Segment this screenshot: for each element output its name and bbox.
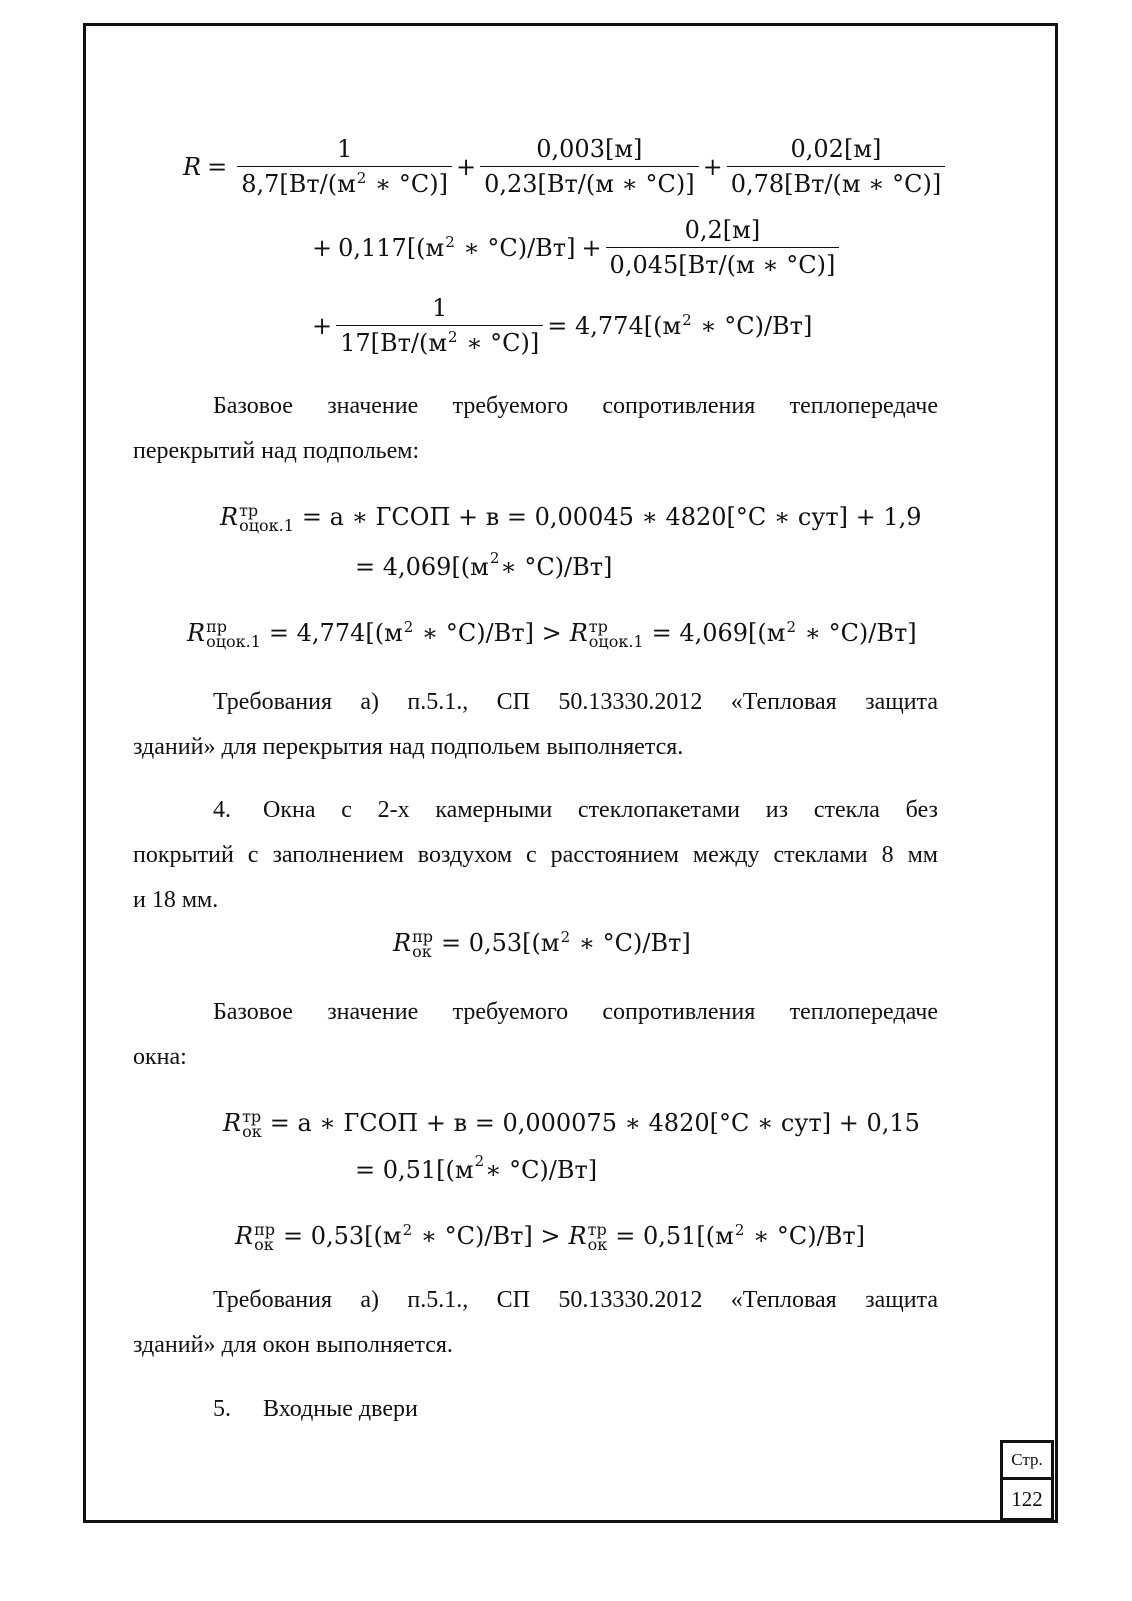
- formula-window-required-result: = 0,51[(м $^2$ ∗ °C)/Вт]: [355, 1152, 598, 1184]
- paragraph-base-value-floor: Базовое значение требуемого сопротивления теплопередаче перекрытий над подпольем:: [133, 393, 938, 464]
- term5-denominator: 0,045[Вт/(м ∗ °C)]: [606, 247, 840, 279]
- formula-window-comparison: R пр ок = $0,53[(м^2$ ∗ °C)/Вт] > R тр ок = $0,51[(м^2$ ∗ °C)/Вт]: [235, 1220, 866, 1254]
- formula-r-line3: [312, 294, 812, 357]
- plus-sign: +: [702, 152, 723, 181]
- page-label: Стр.: [1000, 1440, 1054, 1480]
- paragraph-base-value-window: Базовое значение требуемого сопротивления теплопередаче окна:: [133, 999, 938, 1070]
- paragraph-requirement-window: Требования а) п.5.1., СП 50.13330.2012 «Тепловая защита зданий» для окон выполняется.: [133, 1287, 938, 1358]
- plus-sign: +: [312, 311, 333, 340]
- equals-sign: =: [207, 152, 228, 181]
- fraction-term3: [727, 135, 946, 198]
- formula-floor-comparison: R пр оцок.1 = $4,774[(м^2$ ∗ °C)/Вт] > R тр оцок.1 = $4,069[(м^2$ ∗ °C)/Вт]: [187, 617, 917, 651]
- page-number: 122: [1000, 1477, 1054, 1521]
- paragraph-requirement-floor: Требования а) п.5.1., СП 50.13330.2012 «Тепловая защита зданий» для перекрытия над подпольем выполняется.: [133, 689, 938, 760]
- term1-numerator: 1: [336, 135, 353, 163]
- plus-sign: +: [455, 152, 477, 181]
- fraction-term1: [237, 135, 452, 198]
- formula-window-required: R тр ок = а ∗ ГСОП + в = 0,000075 ∗ 4820[°C ∗ сут] + 0,15: [223, 1107, 920, 1141]
- formula-window-provided: R пр ок = $0,53[(м^2$ ∗ °C)/Вт]: [393, 927, 691, 961]
- term2-denominator: 0,23[Вт/(м ∗ °C)]: [480, 166, 699, 198]
- term3-denominator: 0,78[Вт/(м ∗ °C)]: [727, 166, 946, 198]
- fraction-term6: [336, 294, 543, 357]
- item-5-entrance-doors: 5. Входные двери: [213, 1396, 418, 1422]
- plus-sign: +: [312, 233, 333, 262]
- term5-numerator: 0,2[м]: [684, 216, 761, 244]
- plus-sign: +: [581, 233, 602, 262]
- formula-floor-required: R тр оцок.1 = а ∗ ГСОП + в = 0,00045 ∗ 4820[°C ∗ сут] + 1,9: [220, 501, 922, 535]
- term1-denominator: $8,7[Вт/(м^2$ ∗ °C)]: [237, 166, 452, 198]
- term6-denominator: $17[Вт/(м^2$ ∗ °C)]: [336, 325, 543, 357]
- fraction-term2: [480, 135, 699, 198]
- formula-r-line1: [183, 135, 949, 198]
- formula-r-line2: [312, 216, 843, 279]
- result-value: = $4,774[(м^2$ ∗ °C)/Вт]: [547, 310, 813, 340]
- term4: $0,117[(м^2$ ∗ °C)/Вт]: [338, 232, 576, 262]
- r-symbol: R: [183, 152, 202, 181]
- term6-numerator: 1: [432, 294, 448, 322]
- fraction-term5: [606, 216, 840, 279]
- formula-floor-required-result: = 4,069[(м $^2$ ∗ °C)/Вт]: [355, 549, 613, 581]
- term3-numerator: 0,02[м]: [790, 135, 882, 163]
- item-4-windows: 4. Окна с 2-х камерными стеклопакетами из стекла без покрытий с заполнением воздухом с расстоянием между стеклами 8 мм и 18 мм.: [133, 797, 938, 913]
- term2-numerator: 0,003[м]: [536, 135, 643, 163]
